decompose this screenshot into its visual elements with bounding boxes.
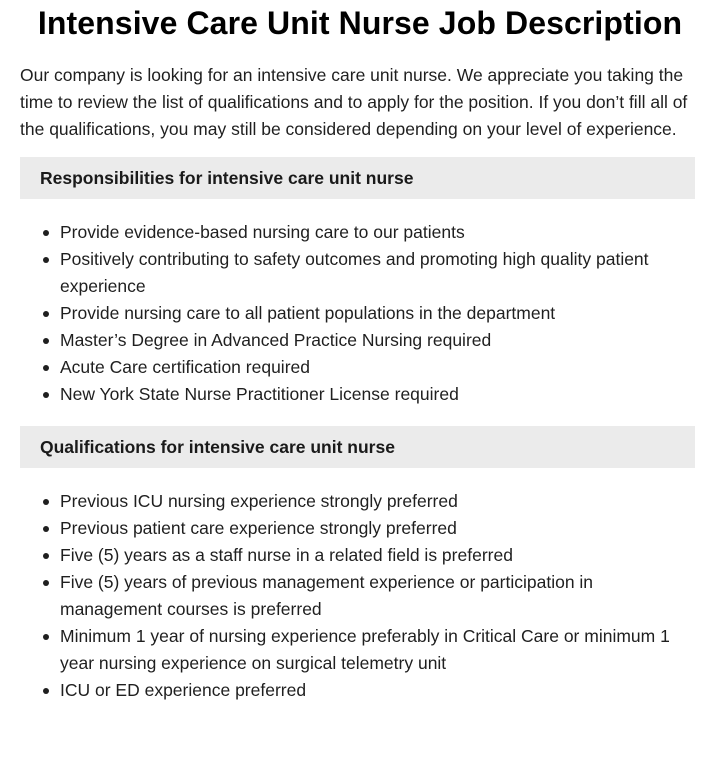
list-item [60,677,695,704]
list-item-text: Acute Care certification required [60,357,310,377]
list-item [60,354,695,381]
bullet-icon [43,553,49,559]
qualifications-list [20,488,695,704]
list-item [60,327,695,354]
list-item-text: Master’s Degree in Advanced Practice Nursing required [60,330,492,350]
bullet-icon [43,634,49,640]
list-item [60,569,695,623]
list-item-text: Previous patient care experience strongly preferred [60,518,457,538]
intro-paragraph: Our company is looking for an intensive care unit nurse. We appreciate you taking the time to review the list of qualifications and to apply for the position. If you don’t fill all of the qualifications, you may still be considered depending on your level of experience. [20,65,688,139]
qualifications-section-header [20,426,695,468]
bullet-icon [43,392,49,398]
list-item [60,381,695,408]
bullet-icon [43,257,49,263]
list-item-text: New York State Nurse Practitioner License required [60,384,459,404]
list-item-text: Provide nursing care to all patient populations in the department [60,303,556,323]
list-item-text: Minimum 1 year of nursing experience preferably in Critical Care or minimum 1 year nursing experience on surgical telemetry unit [60,626,670,673]
list-item [60,542,695,569]
list-item [60,246,695,300]
list-item [60,488,695,515]
list-item-text: Previous ICU nursing experience strongly preferred [60,491,458,511]
qualifications-heading: Qualifications for intensive care unit nurse [40,436,395,457]
bullet-icon [43,230,49,236]
list-item-text: Five (5) years as a staff nurse in a related field is preferred [60,545,513,565]
responsibilities-heading: Responsibilities for intensive care unit nurse [40,167,414,188]
page-title: Intensive Care Unit Nurse Job Description [37,5,683,41]
list-item [60,219,695,246]
bullet-icon [43,365,49,371]
list-item-text: Five (5) years of previous management experience or participation in management courses is preferred [60,572,594,619]
bullet-icon [43,580,49,586]
responsibilities-list [20,219,695,408]
list-item-text: Positively contributing to safety outcomes and promoting high quality patient experience [60,249,649,296]
bullet-icon [43,499,49,505]
list-item [60,515,695,542]
bullet-icon [43,688,49,694]
list-item-text: ICU or ED experience preferred [60,680,307,700]
list-item [60,300,695,327]
bullet-icon [43,311,49,317]
list-item [60,623,695,677]
responsibilities-section-header [20,157,695,199]
bullet-icon [43,526,49,532]
bullet-icon [43,338,49,344]
list-item-text: Provide evidence-based nursing care to our patients [60,222,465,242]
